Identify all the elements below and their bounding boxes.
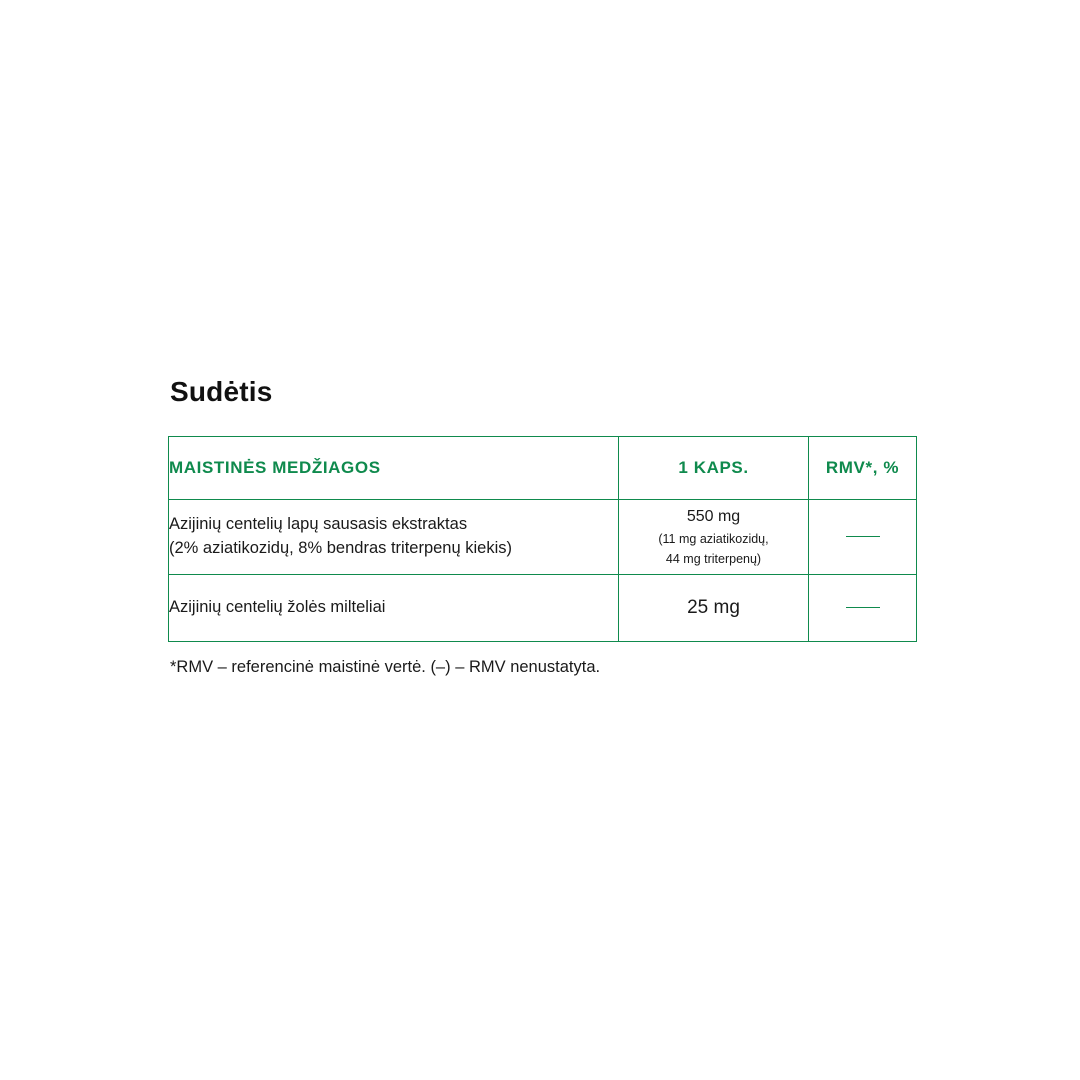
cell-amount [619, 500, 809, 575]
table-row [169, 500, 917, 575]
column-header-rmv: RMV*, % [809, 437, 917, 500]
cell-nutrient-name [169, 575, 619, 642]
amount-detail-line-1: (11 mg aziatikozidų, [658, 532, 769, 547]
dash-icon [846, 536, 880, 537]
nutrient-name-line-2: (2% aziatikozidų, 8% bendras triterpenų kiekis) [169, 539, 512, 557]
page-title: Sudėtis [170, 376, 273, 407]
table-header [169, 437, 917, 500]
table-row [169, 575, 917, 642]
amount-detail-line-2: 44 mg triterpenų) [665, 552, 762, 567]
nutrition-table [168, 436, 917, 642]
amount-value: 550 mg [686, 507, 741, 525]
table-footnote: *RMV – referencinė maistinė vertė. (–) – RMV nenustatyta. [170, 658, 601, 676]
amount-value: 25 mg [687, 596, 740, 618]
nutrient-name-line-1: Azijinių centelių žolės milteliai [169, 598, 386, 617]
cell-amount [619, 575, 809, 642]
column-header-amount: 1 KAPS. [619, 437, 809, 500]
cell-nutrient-name [169, 500, 619, 575]
dash-icon [846, 607, 880, 608]
table-body [169, 500, 917, 642]
table-header-row [169, 437, 917, 500]
cell-rmv [809, 500, 917, 575]
cell-rmv [809, 575, 917, 642]
nutrient-name-line-1: Azijinių centelių lapų sausasis ekstraktas [169, 515, 468, 534]
column-header-nutrients: MAISTINĖS MEDŽIAGOS [169, 437, 619, 500]
composition-panel [168, 376, 916, 677]
